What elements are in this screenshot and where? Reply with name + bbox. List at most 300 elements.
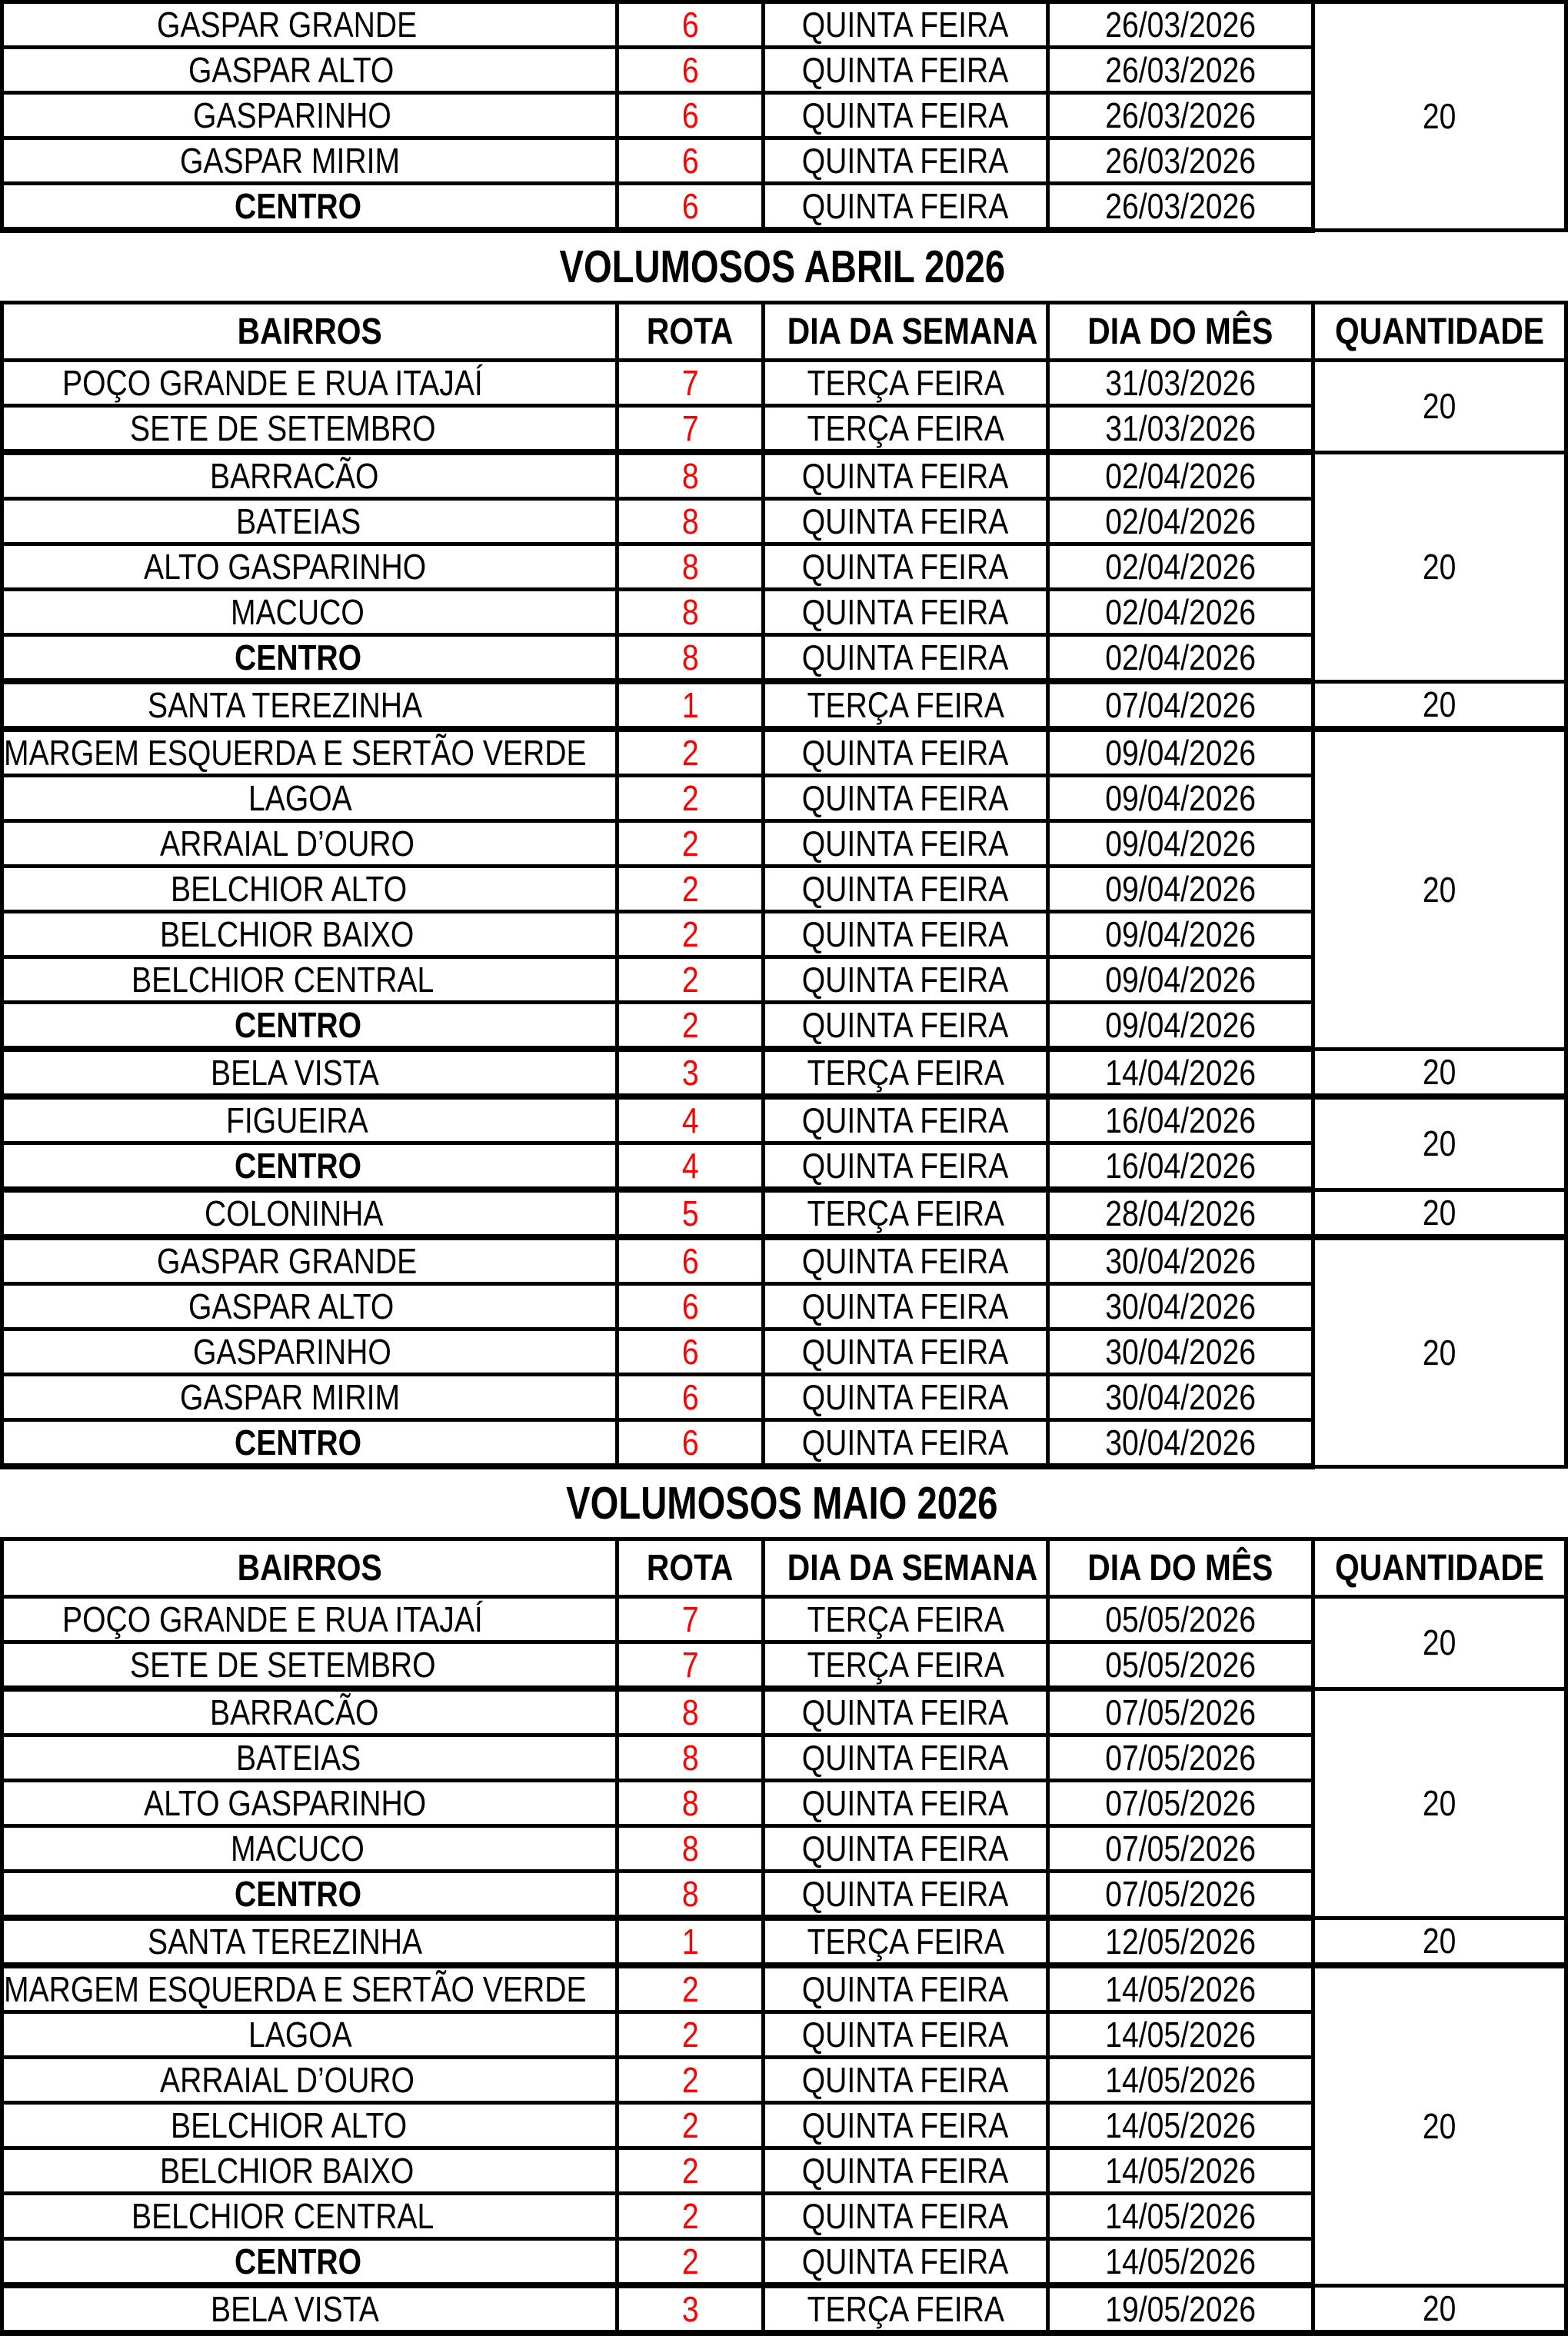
weekday-cell bbox=[764, 499, 1048, 544]
date-cell bbox=[1048, 93, 1313, 138]
bairro-cell bbox=[2, 776, 618, 821]
date-cell-text: 07/05/2026 bbox=[1105, 1738, 1256, 1778]
weekday-cell bbox=[764, 912, 1048, 957]
rota-cell-text: 2 bbox=[681, 869, 699, 909]
weekday-cell bbox=[764, 2194, 1048, 2239]
bairro-cell-text: CENTRO bbox=[235, 186, 362, 226]
weekday-cell-text: TERÇA FEIRA bbox=[807, 1053, 1004, 1093]
weekday-cell-text: QUINTA FEIRA bbox=[802, 824, 1009, 864]
weekday-cell-text: QUINTA FEIRA bbox=[802, 960, 1009, 1000]
date-cell-text: 09/04/2026 bbox=[1105, 960, 1256, 1000]
weekday-cell bbox=[764, 821, 1048, 867]
column-header-bairros bbox=[2, 1539, 618, 1597]
quantity-value: 20 bbox=[1423, 1332, 1456, 1373]
rota-cell bbox=[618, 406, 764, 453]
column-header-label: BAIRROS bbox=[237, 311, 382, 352]
table-row bbox=[2, 1237, 1566, 1284]
date-cell-text: 31/03/2026 bbox=[1105, 408, 1256, 448]
rota-cell-text: 6 bbox=[681, 186, 699, 226]
table-row bbox=[2, 1597, 1566, 1642]
rota-cell-text: 6 bbox=[681, 141, 699, 181]
rota-cell bbox=[618, 2285, 764, 2333]
bairro-cell bbox=[2, 1420, 618, 1467]
weekday-cell bbox=[764, 1284, 1048, 1329]
bairro-cell bbox=[2, 2, 618, 48]
rota-cell-text: 8 bbox=[681, 547, 699, 587]
bairro-cell bbox=[2, 499, 618, 544]
rota-cell bbox=[618, 1190, 764, 1237]
date-cell-text: 26/03/2026 bbox=[1105, 141, 1256, 181]
bairro-cell-text: ARRAIAL D’OURO bbox=[159, 2060, 414, 2100]
rota-cell-text: 2 bbox=[681, 2196, 699, 2236]
column-header-label: DIA DO MÊS bbox=[1087, 1547, 1273, 1589]
weekday-cell bbox=[764, 590, 1048, 635]
quantity-value: 20 bbox=[1423, 547, 1456, 587]
table-row bbox=[2, 1918, 1566, 1965]
column-header-rota bbox=[618, 303, 764, 361]
weekday-cell bbox=[764, 184, 1048, 231]
bairro-cell bbox=[2, 1642, 618, 1689]
rota-cell-text: 8 bbox=[681, 1829, 699, 1868]
weekday-cell-text: QUINTA FEIRA bbox=[802, 141, 1009, 181]
date-cell-text: 30/04/2026 bbox=[1105, 1332, 1256, 1372]
date-cell bbox=[1048, 1781, 1313, 1826]
bairro-cell-text: MACUCO bbox=[231, 1829, 365, 1868]
bairro-cell-text: GASPAR GRANDE bbox=[156, 1241, 417, 1281]
date-cell-text: 09/04/2026 bbox=[1105, 869, 1256, 909]
table-row bbox=[2, 452, 1566, 499]
date-cell-text: 14/04/2026 bbox=[1105, 1053, 1256, 1093]
rota-cell bbox=[618, 867, 764, 912]
table-row bbox=[2, 1049, 1566, 1096]
bairro-cell bbox=[2, 2148, 618, 2194]
column-header-dia-da-semana bbox=[764, 1539, 1048, 1597]
date-cell-text: 09/04/2026 bbox=[1105, 778, 1256, 818]
weekday-cell-text: QUINTA FEIRA bbox=[802, 637, 1009, 677]
schedule-table bbox=[0, 1537, 1568, 2336]
bairro-cell-text: GASPAR ALTO bbox=[188, 50, 394, 90]
bairro-cell-text: CENTRO bbox=[235, 2241, 362, 2281]
weekday-cell bbox=[764, 1049, 1048, 1096]
schedule-table bbox=[0, 301, 1568, 1469]
date-cell-text: 07/05/2026 bbox=[1105, 1874, 1256, 1914]
table-row bbox=[2, 2, 1566, 48]
bairro-cell-text: GASPAR MIRIM bbox=[180, 1377, 401, 1417]
date-cell-text: 14/05/2026 bbox=[1105, 2060, 1256, 2100]
date-cell-text: 07/05/2026 bbox=[1105, 1692, 1256, 1732]
quantity-cell bbox=[1313, 1597, 1566, 1689]
schedule-table bbox=[0, 0, 1568, 233]
date-cell bbox=[1048, 2058, 1313, 2103]
date-cell-text: 19/05/2026 bbox=[1105, 2289, 1256, 2329]
rota-cell bbox=[618, 2194, 764, 2239]
rota-cell-text: 2 bbox=[681, 2015, 699, 2055]
weekday-cell-text: TERÇA FEIRA bbox=[807, 363, 1004, 403]
date-cell bbox=[1048, 1284, 1313, 1329]
bairro-cell bbox=[2, 2194, 618, 2239]
weekday-cell-text: QUINTA FEIRA bbox=[802, 1874, 1009, 1914]
rota-cell-text: 6 bbox=[681, 95, 699, 135]
date-cell bbox=[1048, 1003, 1313, 1050]
rota-cell bbox=[618, 729, 764, 776]
bairro-cell-text: BELCHIOR BAIXO bbox=[160, 914, 414, 954]
bairro-cell bbox=[2, 1237, 618, 1284]
rota-cell-text: 4 bbox=[681, 1100, 699, 1140]
date-cell bbox=[1048, 1642, 1313, 1689]
date-cell-text: 07/05/2026 bbox=[1105, 1783, 1256, 1823]
date-cell-text: 05/05/2026 bbox=[1105, 1645, 1256, 1685]
date-cell-text: 14/05/2026 bbox=[1105, 2241, 1256, 2281]
date-cell bbox=[1048, 48, 1313, 93]
date-cell-text: 30/04/2026 bbox=[1105, 1241, 1256, 1281]
date-cell-text: 31/03/2026 bbox=[1105, 363, 1256, 403]
date-cell bbox=[1048, 957, 1313, 1003]
bairro-cell-text: ARRAIAL D’OURO bbox=[159, 824, 414, 864]
rota-cell bbox=[618, 48, 764, 93]
column-header-dia-do-mes bbox=[1048, 1539, 1313, 1597]
bairro-cell bbox=[2, 681, 618, 729]
rota-cell-text: 6 bbox=[681, 1332, 699, 1372]
date-cell bbox=[1048, 821, 1313, 867]
bairro-cell-text: GASPAR GRANDE bbox=[156, 5, 417, 45]
date-cell bbox=[1048, 1237, 1313, 1284]
bairro-cell-text: LAGOA bbox=[248, 778, 352, 818]
rota-cell-text: 2 bbox=[681, 2060, 699, 2100]
bairro-cell bbox=[2, 544, 618, 590]
weekday-cell-text: QUINTA FEIRA bbox=[802, 186, 1009, 226]
rota-cell bbox=[618, 1781, 764, 1826]
bairro-cell-text: POÇO GRANDE E RUA ITAJAÍ bbox=[62, 363, 483, 403]
date-cell bbox=[1048, 729, 1313, 776]
bairro-cell bbox=[2, 361, 618, 406]
column-header-quantidade bbox=[1313, 1539, 1566, 1597]
bairro-cell-text: BATEIAS bbox=[236, 1738, 361, 1778]
weekday-cell bbox=[764, 1872, 1048, 1918]
weekday-cell bbox=[764, 1375, 1048, 1420]
date-cell-text: 02/04/2026 bbox=[1105, 456, 1256, 496]
quantity-value: 20 bbox=[1423, 386, 1456, 427]
weekday-cell-text: QUINTA FEIRA bbox=[802, 1332, 1009, 1372]
date-cell-text: 14/05/2026 bbox=[1105, 2015, 1256, 2055]
weekday-cell bbox=[764, 1420, 1048, 1467]
weekday-cell-text: QUINTA FEIRA bbox=[802, 869, 1009, 909]
date-cell-text: 09/04/2026 bbox=[1105, 1005, 1256, 1045]
quantity-cell bbox=[1313, 1049, 1566, 1096]
bairro-cell bbox=[2, 184, 618, 231]
date-cell bbox=[1048, 2012, 1313, 2058]
weekday-cell bbox=[764, 1597, 1048, 1642]
date-cell bbox=[1048, 138, 1313, 184]
rota-cell-text: 2 bbox=[681, 914, 699, 954]
bairro-cell-text: MACUCO bbox=[231, 592, 365, 632]
bairro-cell-text: BELCHIOR CENTRAL bbox=[131, 2196, 434, 2236]
date-cell-text: 09/04/2026 bbox=[1105, 914, 1256, 954]
weekday-cell bbox=[764, 48, 1048, 93]
bairro-cell-text: BELCHIOR CENTRAL bbox=[131, 960, 434, 1000]
date-cell bbox=[1048, 499, 1313, 544]
rota-cell bbox=[618, 1096, 764, 1143]
quantity-cell bbox=[1313, 2285, 1566, 2333]
rota-cell bbox=[618, 1965, 764, 2012]
rota-cell bbox=[618, 2239, 764, 2286]
rota-cell bbox=[618, 2148, 764, 2194]
weekday-cell-text: QUINTA FEIRA bbox=[802, 2151, 1009, 2191]
quantity-value: 20 bbox=[1423, 869, 1456, 910]
weekday-cell-text: QUINTA FEIRA bbox=[802, 1829, 1009, 1868]
weekday-cell bbox=[764, 1096, 1048, 1143]
date-cell bbox=[1048, 590, 1313, 635]
column-header-label: QUANTIDADE bbox=[1335, 1547, 1544, 1589]
column-header-dia-do-mes bbox=[1048, 303, 1313, 361]
bairro-cell-text: BELA VISTA bbox=[210, 1053, 379, 1093]
weekday-cell bbox=[764, 544, 1048, 590]
bairro-cell bbox=[2, 1965, 618, 2012]
bairro-cell bbox=[2, 1826, 618, 1872]
rota-cell-text: 3 bbox=[681, 2289, 699, 2329]
bairro-cell-text: MARGEM ESQUERDA E SERTÃO VERDE bbox=[4, 1969, 587, 2009]
quantity-value: 20 bbox=[1423, 1193, 1456, 1233]
column-header-label: QUANTIDADE bbox=[1335, 311, 1544, 352]
weekday-cell-text: TERÇA FEIRA bbox=[807, 1645, 1004, 1685]
bairro-cell-text: SANTA TEREZINHA bbox=[148, 1922, 423, 1962]
weekday-cell-text: QUINTA FEIRA bbox=[802, 1423, 1009, 1462]
rota-cell-text: 2 bbox=[681, 1969, 699, 2009]
weekday-cell bbox=[764, 1689, 1048, 1735]
date-cell bbox=[1048, 1872, 1313, 1918]
bairro-cell-text: CENTRO bbox=[235, 1005, 362, 1045]
column-header-bairros bbox=[2, 303, 618, 361]
rota-cell-text: 6 bbox=[681, 1423, 699, 1462]
bairro-cell bbox=[2, 1689, 618, 1735]
quantity-cell bbox=[1313, 1689, 1566, 1918]
bairro-cell-text: BARRACÃO bbox=[210, 456, 379, 496]
date-cell bbox=[1048, 776, 1313, 821]
date-cell bbox=[1048, 1143, 1313, 1190]
date-cell bbox=[1048, 1096, 1313, 1143]
rota-cell-text: 8 bbox=[681, 456, 699, 496]
quantity-cell bbox=[1313, 1965, 1566, 2285]
date-cell bbox=[1048, 1597, 1313, 1642]
bairro-cell bbox=[2, 635, 618, 682]
date-cell-text: 30/04/2026 bbox=[1105, 1423, 1256, 1462]
bairro-cell bbox=[2, 2058, 618, 2103]
weekday-cell bbox=[764, 1918, 1048, 1965]
rota-cell-text: 2 bbox=[681, 824, 699, 864]
quantity-cell bbox=[1313, 729, 1566, 1049]
table-row bbox=[2, 361, 1566, 406]
quantity-cell bbox=[1313, 2, 1566, 231]
quantity-value: 20 bbox=[1423, 1052, 1456, 1093]
weekday-cell bbox=[764, 1642, 1048, 1689]
rota-cell bbox=[618, 184, 764, 231]
date-cell bbox=[1048, 1420, 1313, 1467]
bairro-cell bbox=[2, 1049, 618, 1096]
rota-cell bbox=[618, 590, 764, 635]
rota-cell-text: 4 bbox=[681, 1146, 699, 1186]
weekday-cell bbox=[764, 2012, 1048, 2058]
weekday-cell bbox=[764, 2148, 1048, 2194]
bairro-cell bbox=[2, 2103, 618, 2148]
weekday-cell bbox=[764, 2103, 1048, 2148]
weekday-cell-text: TERÇA FEIRA bbox=[807, 1193, 1004, 1233]
quantity-cell bbox=[1313, 1918, 1566, 1965]
bairro-cell-text: CENTRO bbox=[235, 1423, 362, 1462]
rota-cell bbox=[618, 1689, 764, 1735]
column-header-dia-da-semana bbox=[764, 303, 1048, 361]
weekday-cell-text: TERÇA FEIRA bbox=[807, 1922, 1004, 1962]
rota-cell-text: 7 bbox=[681, 363, 699, 403]
weekday-cell bbox=[764, 2, 1048, 48]
weekday-cell bbox=[764, 1003, 1048, 1050]
quantity-cell bbox=[1313, 681, 1566, 729]
date-cell-text: 14/05/2026 bbox=[1105, 2196, 1256, 2236]
rota-cell bbox=[618, 2058, 764, 2103]
date-cell bbox=[1048, 2148, 1313, 2194]
rota-cell bbox=[618, 2103, 764, 2148]
weekday-cell-text: TERÇA FEIRA bbox=[807, 1599, 1004, 1639]
bairro-cell bbox=[2, 729, 618, 776]
bairro-cell-text: BELCHIOR ALTO bbox=[170, 869, 407, 909]
weekday-cell bbox=[764, 1143, 1048, 1190]
table-row bbox=[2, 1190, 1566, 1237]
rota-cell bbox=[618, 776, 764, 821]
bairro-cell bbox=[2, 1872, 618, 1918]
weekday-cell-text: QUINTA FEIRA bbox=[802, 592, 1009, 632]
rota-cell-text: 8 bbox=[681, 1738, 699, 1778]
weekday-cell-text: QUINTA FEIRA bbox=[802, 1692, 1009, 1732]
bairro-cell-text: SETE DE SETEMBRO bbox=[129, 408, 436, 448]
rota-cell bbox=[618, 138, 764, 184]
date-cell bbox=[1048, 635, 1313, 682]
rota-cell bbox=[618, 2012, 764, 2058]
column-header-label: ROTA bbox=[647, 1547, 734, 1589]
header-row bbox=[2, 1539, 1566, 1597]
bairro-cell-text: BELCHIOR ALTO bbox=[170, 2105, 407, 2145]
bairro-cell bbox=[2, 452, 618, 499]
bairro-cell-text: BARRACÃO bbox=[210, 1692, 379, 1732]
rota-cell-text: 6 bbox=[681, 1377, 699, 1417]
rota-cell bbox=[618, 912, 764, 957]
bairro-cell bbox=[2, 93, 618, 138]
date-cell-text: 26/03/2026 bbox=[1105, 95, 1256, 135]
bairro-cell bbox=[2, 1375, 618, 1420]
rota-cell bbox=[618, 1597, 764, 1642]
bairro-cell-text: GASPAR ALTO bbox=[188, 1286, 394, 1326]
section-title-text: VOLUMOSOS MAIO 2026 bbox=[566, 1478, 998, 1529]
weekday-cell bbox=[764, 2058, 1048, 2103]
bairro-cell bbox=[2, 1918, 618, 1965]
date-cell bbox=[1048, 2103, 1313, 2148]
section-title bbox=[0, 233, 1564, 301]
rota-cell bbox=[618, 1375, 764, 1420]
date-cell bbox=[1048, 867, 1313, 912]
column-header-label: DIA DO MÊS bbox=[1087, 311, 1273, 352]
bairro-cell bbox=[2, 821, 618, 867]
weekday-cell-text: QUINTA FEIRA bbox=[802, 2196, 1009, 2236]
bairro-cell bbox=[2, 1735, 618, 1781]
bairro-cell-text: BATEIAS bbox=[236, 501, 361, 541]
weekday-cell bbox=[764, 138, 1048, 184]
date-cell-text: 02/04/2026 bbox=[1105, 501, 1256, 541]
date-cell-text: 14/05/2026 bbox=[1105, 2151, 1256, 2191]
date-cell-text: 26/03/2026 bbox=[1105, 186, 1256, 226]
date-cell-text: 16/04/2026 bbox=[1105, 1146, 1256, 1186]
weekday-cell bbox=[764, 729, 1048, 776]
quantity-value: 20 bbox=[1423, 2105, 1456, 2146]
rota-cell-text: 6 bbox=[681, 50, 699, 90]
rota-cell-text: 2 bbox=[681, 960, 699, 1000]
section-title-text: VOLUMOSOS ABRIL 2026 bbox=[559, 241, 1005, 292]
table-row bbox=[2, 1965, 1566, 2012]
rota-cell-text: 7 bbox=[681, 1599, 699, 1639]
weekday-cell-text: QUINTA FEIRA bbox=[802, 1241, 1009, 1281]
column-header-label: BAIRROS bbox=[237, 1547, 382, 1589]
table-row bbox=[2, 681, 1566, 729]
bairro-cell bbox=[2, 1003, 618, 1050]
quantity-value: 20 bbox=[1423, 684, 1456, 725]
bairro-cell-text: CENTRO bbox=[235, 1146, 362, 1186]
weekday-cell-text: QUINTA FEIRA bbox=[802, 547, 1009, 587]
bairro-cell-text: LAGOA bbox=[248, 2015, 352, 2055]
weekday-cell bbox=[764, 1329, 1048, 1375]
weekday-cell-text: QUINTA FEIRA bbox=[802, 1969, 1009, 2009]
quantity-value: 20 bbox=[1423, 1622, 1456, 1663]
date-cell-text: 26/03/2026 bbox=[1105, 50, 1256, 90]
quantity-cell bbox=[1313, 1237, 1566, 1466]
bairro-cell bbox=[2, 2012, 618, 2058]
weekday-cell bbox=[764, 1735, 1048, 1781]
quantity-value: 20 bbox=[1423, 1783, 1456, 1823]
rota-cell-text: 3 bbox=[681, 1053, 699, 1093]
weekday-cell-text: QUINTA FEIRA bbox=[802, 50, 1009, 90]
weekday-cell bbox=[764, 1237, 1048, 1284]
date-cell bbox=[1048, 1965, 1313, 2012]
rota-cell-text: 2 bbox=[681, 733, 699, 773]
date-cell bbox=[1048, 1190, 1313, 1237]
weekday-cell-text: QUINTA FEIRA bbox=[802, 1100, 1009, 1140]
weekday-cell-text: QUINTA FEIRA bbox=[802, 778, 1009, 818]
weekday-cell-text: QUINTA FEIRA bbox=[802, 2060, 1009, 2100]
rota-cell bbox=[618, 2, 764, 48]
rota-cell bbox=[618, 1237, 764, 1284]
rota-cell-text: 8 bbox=[681, 1692, 699, 1732]
rota-cell bbox=[618, 1642, 764, 1689]
rota-cell-text: 2 bbox=[681, 778, 699, 818]
rota-cell-text: 1 bbox=[681, 1922, 699, 1962]
date-cell-text: 09/04/2026 bbox=[1105, 824, 1256, 864]
rota-cell bbox=[618, 1420, 764, 1467]
rota-cell-text: 5 bbox=[681, 1193, 699, 1233]
rota-cell bbox=[618, 1918, 764, 1965]
quantity-cell bbox=[1313, 1190, 1566, 1237]
weekday-cell bbox=[764, 452, 1048, 499]
rota-cell bbox=[618, 1329, 764, 1375]
bairro-cell bbox=[2, 2285, 618, 2333]
weekday-cell-text: QUINTA FEIRA bbox=[802, 2015, 1009, 2055]
weekday-cell-text: TERÇA FEIRA bbox=[807, 408, 1004, 448]
weekday-cell bbox=[764, 776, 1048, 821]
weekday-cell-text: QUINTA FEIRA bbox=[802, 2241, 1009, 2281]
bairro-cell-text: SANTA TEREZINHA bbox=[148, 685, 423, 725]
table-row bbox=[2, 729, 1566, 776]
weekday-cell-text: TERÇA FEIRA bbox=[807, 685, 1004, 725]
date-cell bbox=[1048, 1689, 1313, 1735]
weekday-cell bbox=[764, 635, 1048, 682]
quantity-cell bbox=[1313, 452, 1566, 681]
date-cell bbox=[1048, 1735, 1313, 1781]
rota-cell bbox=[618, 361, 764, 406]
rota-cell bbox=[618, 499, 764, 544]
